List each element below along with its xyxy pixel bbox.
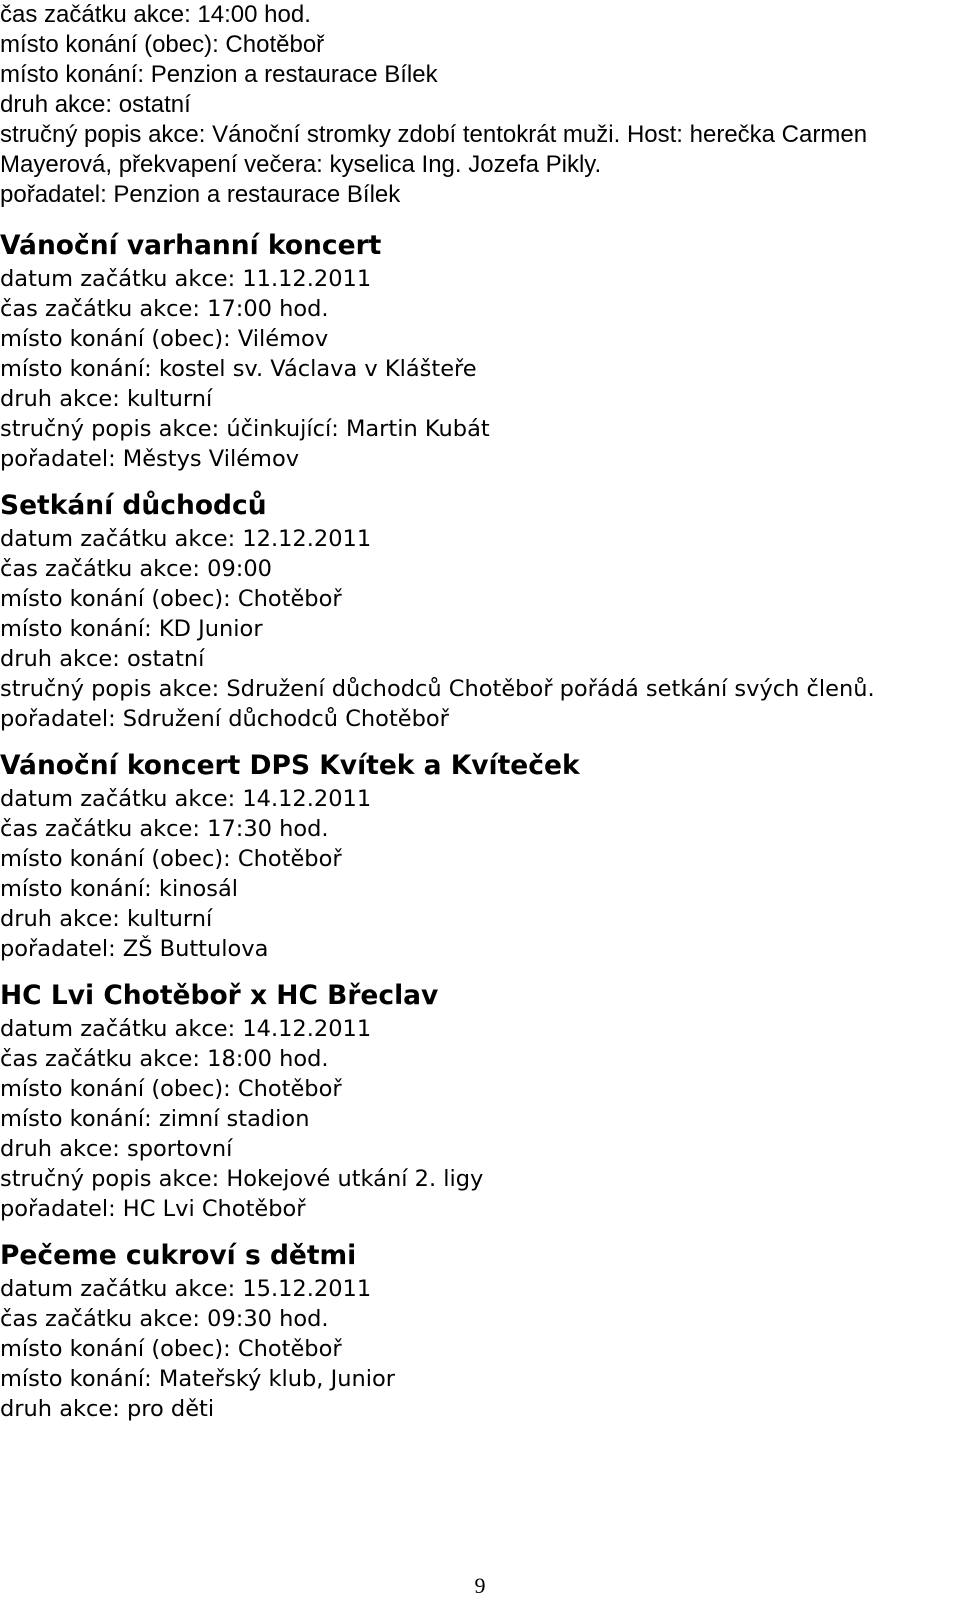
- event-block: [0, 1238, 960, 1424]
- event-detail-line: datum začátku akce: 14.12.2011: [0, 1016, 372, 1042]
- event-detail-line: Mayerová, překvapení večera: kyselica Ing. Jozefa Pikly.: [0, 151, 602, 178]
- event-block: [0, 488, 960, 734]
- event-detail-line: místo konání (obec): Chotěboř: [0, 586, 342, 612]
- event-detail-line: pořadatel: Městys Vilémov: [0, 446, 300, 472]
- event-detail-line: místo konání (obec): Chotěboř: [0, 31, 325, 58]
- event-block: [0, 978, 960, 1224]
- event-block: [0, 228, 960, 474]
- event-detail-line: místo konání: KD Junior: [0, 616, 263, 642]
- event-detail-line: datum začátku akce: 12.12.2011: [0, 526, 372, 552]
- event-detail-line: čas začátku akce: 14:00 hod.: [0, 1, 311, 28]
- event-detail-line: druh akce: ostatní: [0, 91, 191, 118]
- event-detail-line: stručný popis akce: Hokejové utkání 2. ligy: [0, 1166, 484, 1192]
- event-detail-line: čas začátku akce: 09:30 hod.: [0, 1306, 329, 1332]
- event-detail-line: druh akce: ostatní: [0, 646, 205, 672]
- event-detail-line: místo konání (obec): Chotěboř: [0, 1076, 342, 1102]
- event-title: Setkání důchodců: [0, 490, 267, 521]
- event-detail-line: pořadatel: Sdružení důchodců Chotěboř: [0, 706, 449, 732]
- event-detail-line: místo konání: Penzion a restaurace Bílek: [0, 61, 438, 88]
- event-detail-line: stručný popis akce: účinkující: Martin Kubát: [0, 416, 490, 442]
- event-detail-line: pořadatel: HC Lvi Chotěboř: [0, 1196, 306, 1222]
- event-detail-line: stručný popis akce: Vánoční stromky zdobí tentokrát muži. Host: herečka Carmen: [0, 121, 868, 148]
- event-detail-line: datum začátku akce: 11.12.2011: [0, 266, 372, 292]
- event-detail-line: místo konání (obec): Chotěboř: [0, 846, 342, 872]
- event-continuation: [0, 0, 960, 210]
- event-detail-line: místo konání: zimní stadion: [0, 1106, 310, 1132]
- event-detail-line: čas začátku akce: 18:00 hod.: [0, 1046, 329, 1072]
- event-detail-line: druh akce: kulturní: [0, 906, 213, 932]
- event-title: Vánoční varhanní koncert: [0, 230, 382, 261]
- event-detail-line: čas začátku akce: 17:30 hod.: [0, 816, 329, 842]
- event-detail-line: místo konání: kostel sv. Václava v Klášteře: [0, 356, 477, 382]
- event-detail-line: místo konání (obec): Vilémov: [0, 326, 329, 352]
- event-title: Pečeme cukroví s dětmi: [0, 1240, 357, 1271]
- event-detail-line: místo konání: Mateřský klub, Junior: [0, 1366, 396, 1392]
- event-detail-line: místo konání: kinosál: [0, 876, 238, 902]
- event-detail-line: datum začátku akce: 14.12.2011: [0, 786, 372, 812]
- event-detail-line: datum začátku akce: 15.12.2011: [0, 1276, 372, 1302]
- event-detail-line: druh akce: pro děti: [0, 1396, 215, 1422]
- event-detail-line: čas začátku akce: 09:00: [0, 556, 272, 582]
- event-detail-line: pořadatel: ZŠ Buttulova: [0, 936, 269, 962]
- event-detail-line: druh akce: kulturní: [0, 386, 213, 412]
- event-detail-line: druh akce: sportovní: [0, 1136, 233, 1162]
- event-block: [0, 748, 960, 964]
- page-number: 9: [474, 1573, 486, 1598]
- event-detail-line: místo konání (obec): Chotěboř: [0, 1336, 342, 1362]
- event-detail-line: čas začátku akce: 17:00 hod.: [0, 296, 329, 322]
- event-title: Vánoční koncert DPS Kvítek a Kvíteček: [0, 750, 580, 781]
- event-detail-line: pořadatel: Penzion a restaurace Bílek: [0, 181, 401, 208]
- event-title: HC Lvi Chotěboř x HC Břeclav: [0, 980, 439, 1011]
- event-detail-line: stručný popis akce: Sdružení důchodců Chotěboř pořádá setkání svých členů.: [0, 676, 875, 702]
